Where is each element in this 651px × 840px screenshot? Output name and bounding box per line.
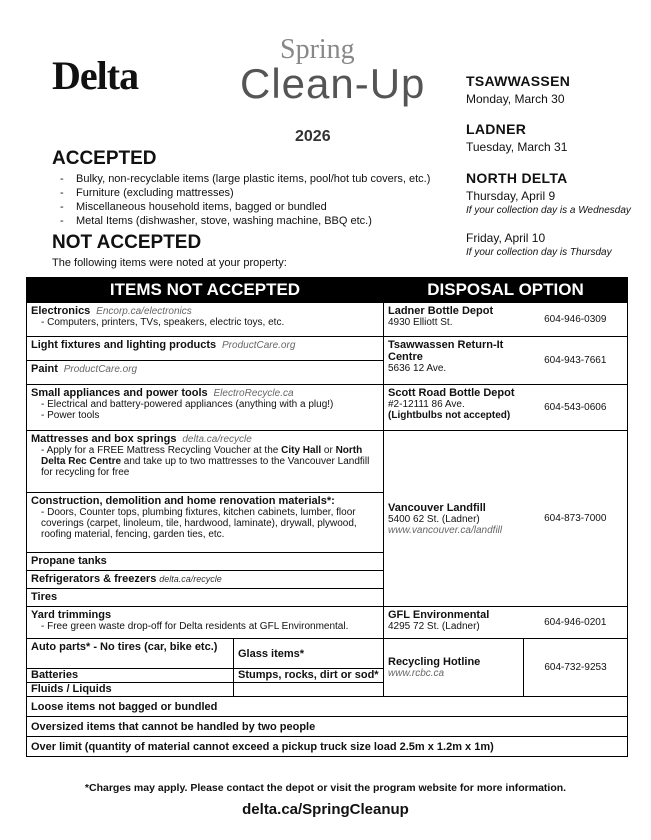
items-header: ITEMS NOT ACCEPTED: [27, 278, 384, 303]
not-accepted-intro: The following items were noted at your property:: [52, 257, 287, 269]
items-table: [26, 277, 628, 757]
item-title: Fluids / Liquids: [27, 683, 234, 697]
schedule-date: Friday, April 10: [466, 231, 546, 245]
disposal-name: Recycling Hotline: [388, 656, 481, 668]
event-title-main: Clean-Up: [240, 60, 426, 107]
address-note: (Lightbulbs not accepted): [388, 410, 511, 421]
item-website: Encorp.ca/electronics: [96, 306, 192, 317]
item-title: Stumps, rocks, dirt or sod*: [234, 669, 384, 683]
schedule-ladner: [466, 121, 567, 154]
table-row: [27, 431, 628, 493]
table-row: [27, 337, 628, 361]
disposal-phone: 604-543-0606: [524, 385, 628, 431]
schedule-area: TSAWWASSEN: [466, 73, 571, 89]
schedule-area: NORTH DELTA: [466, 170, 568, 186]
list-item: - Metal Items (dishwasher, stove, washing machine, BBQ etc.): [60, 214, 430, 228]
disposal-header: DISPOSAL OPTION: [384, 278, 628, 303]
table-row: [27, 303, 628, 337]
schedule-north-delta: [466, 170, 631, 216]
item-detail: - Electrical and battery-powered appliances (anything with a plug!): [31, 399, 379, 410]
list-item: - Bulky, non-recyclable items (large plastic items, pool/hot tub covers, etc.): [60, 172, 430, 186]
disposal-website: www.vancouver.ca/landfill: [388, 524, 503, 536]
schedule-date: Tuesday, March 31: [466, 140, 568, 154]
schedule-date: Monday, March 30: [466, 92, 565, 106]
item-detail: - Computers, printers, TVs, speakers, electric toys, etc.: [31, 317, 379, 328]
item-title: Loose items not bagged or bundled: [27, 697, 628, 717]
schedule-area: LADNER: [466, 121, 527, 137]
delta-logo: Delta: [52, 53, 139, 98]
item-website: ProductCare.org: [222, 340, 296, 351]
item-title: Paint: [31, 363, 58, 375]
item-website: delta.ca/recycle: [182, 434, 252, 445]
item-title: Mattresses and box springs: [31, 433, 177, 445]
charges-note: *Charges may apply. Please contact the depot or visit the program website for more information.: [84, 782, 567, 794]
detail-location: North Delta Rec Centre: [41, 445, 363, 467]
item-website: delta.ca/recycle: [159, 574, 222, 584]
item-detail: - Power tools: [31, 410, 379, 421]
item-title: Electronics: [31, 305, 91, 317]
detail-text: Apply for a FREE Mattress Recycling Voucher at the: [46, 445, 282, 456]
disposal-name: Scott Road Bottle Depot: [388, 387, 515, 399]
table-row: [27, 697, 628, 717]
item-title: Yard trimmings: [31, 609, 112, 621]
disposal-address: 4930 Elliott St.: [388, 317, 453, 328]
address-text: #2-12111 86 Ave.: [388, 399, 465, 410]
disposal-name: GFL Environmental: [388, 609, 490, 621]
accepted-list: [60, 172, 430, 228]
item-title: Light fixtures and lighting products: [31, 339, 217, 351]
disposal-name: Tsawwassen Return-It Centre: [388, 339, 504, 363]
item-website: ProductCare.org: [63, 364, 138, 375]
table-row: [27, 385, 628, 431]
schedule-note: If your collection day is Thursday: [466, 247, 612, 258]
list-item: - Miscellaneous household items, bagged or bundled: [60, 200, 430, 214]
item-title: Over limit (quantity of material cannot exceed a pickup truck size load 2.5m x 1.2m x 1m): [27, 737, 628, 757]
disposal-name: Ladner Bottle Depot: [388, 305, 494, 317]
item-title: Construction, demolition and home renovation materials*:: [31, 495, 335, 507]
item-title: Propane tanks: [31, 555, 107, 567]
item-title: Refrigerators & freezers: [31, 573, 157, 585]
disposal-website: www.rcbc.ca: [388, 668, 445, 679]
schedule-note: If your collection day is a Wednesday: [466, 205, 631, 216]
item-title: Glass items*: [234, 639, 384, 669]
event-year: 2026: [295, 128, 331, 145]
item-detail: - Doors, Counter tops, plumbing fixtures, kitchen cabinets, lumber, floor coverings (carpet, linoleum, tile, hardwood, laminate), drywall, plywood, roofing material, fencing, garden ties, etc.: [31, 507, 379, 540]
table-row: [27, 717, 628, 737]
detail-text: and take up to two mattresses to the Vancouver Landfill for recycling for free: [41, 456, 370, 478]
list-item: - Furniture (excluding mattresses): [60, 186, 430, 200]
table-row: [27, 737, 628, 757]
item-detail: [31, 445, 379, 478]
item-title: Batteries: [27, 669, 234, 683]
disposal-phone: 604-943-7661: [524, 337, 628, 385]
item-title: Tires: [31, 591, 58, 603]
schedule-date: Thursday, April 9: [466, 189, 556, 203]
item-website: ElectroRecycle.ca: [213, 388, 294, 399]
not-accepted-heading: NOT ACCEPTED: [52, 232, 202, 253]
accepted-heading: ACCEPTED: [52, 148, 157, 169]
table-row: [27, 607, 628, 639]
empty-cell: [234, 683, 384, 697]
detail-location: City Hall: [281, 445, 322, 456]
program-website[interactable]: delta.ca/SpringCleanup: [242, 801, 409, 818]
disposal-name: Vancouver Landfill: [388, 501, 486, 514]
disposal-phone: 604-873-7000: [524, 431, 628, 607]
item-detail: - Free green waste drop-off for Delta residents at GFL Environmental.: [31, 621, 379, 632]
schedule-tsawwassen: [466, 73, 570, 106]
disposal-phone: 604-946-0309: [524, 303, 628, 337]
disposal-address: 4295 72 St. (Ladner): [388, 621, 480, 632]
disposal-address: 5636 12 Ave.: [388, 363, 447, 374]
table-row: [27, 639, 628, 669]
schedule-north-delta-friday: [466, 231, 612, 258]
item-title: Small appliances and power tools: [31, 387, 208, 399]
disposal-phone: 604-732-9253: [524, 639, 628, 697]
disposal-address: [388, 399, 520, 421]
item-title: Auto parts* - No tires (car, bike etc.): [27, 639, 234, 669]
detail-text: or: [321, 445, 336, 456]
event-title-top: Spring: [280, 34, 355, 65]
disposal-address: 5400 62 St. (Ladner): [388, 513, 480, 525]
item-title: Oversized items that cannot be handled by two people: [27, 717, 628, 737]
disposal-phone: 604-946-0201: [524, 607, 628, 639]
